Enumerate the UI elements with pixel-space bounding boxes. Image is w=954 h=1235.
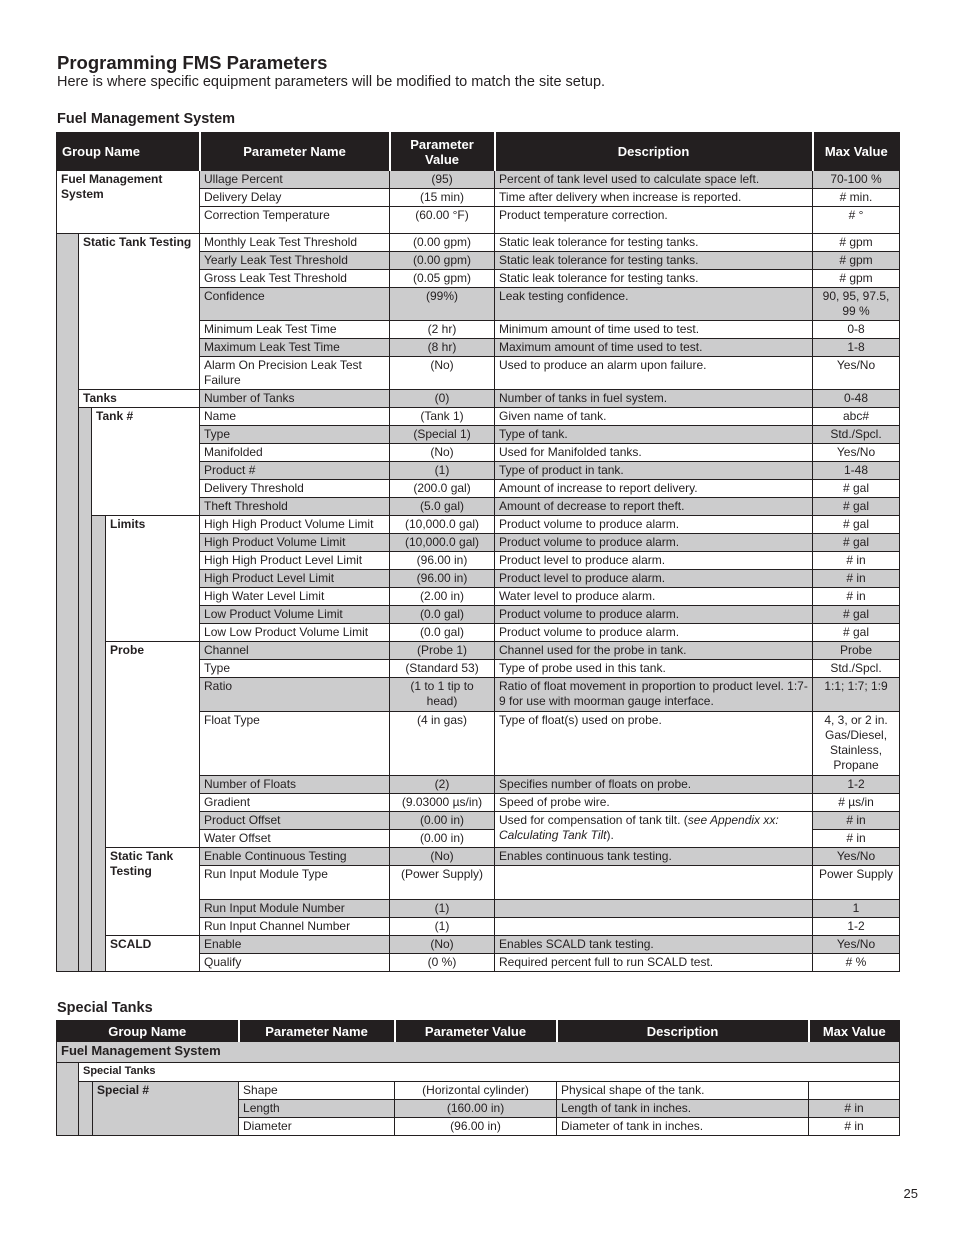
param-value: (96.00 in) [390, 570, 495, 588]
param-value: (0.00 gpm) [390, 234, 495, 252]
param-description: Static leak tolerance for testing tanks. [495, 252, 813, 270]
param-value: (200.0 gal) [390, 480, 495, 498]
param-value: (Special 1) [390, 426, 495, 444]
group-label: Special # [93, 1082, 239, 1136]
param-name: Gross Leak Test Threshold [200, 270, 390, 288]
param-max-value: # gpm [813, 234, 900, 252]
param-name: Water Offset [200, 830, 390, 848]
param-description: Given name of tank. [495, 408, 813, 426]
header-group-name: Group Name [57, 1021, 239, 1042]
param-max-value: # gal [813, 498, 900, 516]
group-label: Limits [106, 516, 200, 642]
param-max-value: # in [813, 812, 900, 830]
param-value: (2.00 in) [390, 588, 495, 606]
group-indent-bar [79, 408, 92, 972]
param-max-value: # gpm [813, 270, 900, 288]
param-name: Gradient [200, 794, 390, 812]
param-name: Yearly Leak Test Threshold [200, 252, 390, 270]
param-max-value: Power Supply [813, 866, 900, 900]
param-value: (95) [390, 171, 495, 189]
param-name: Low Product Volume Limit [200, 606, 390, 624]
table-row [57, 1063, 900, 1082]
param-value: (15 min) [390, 189, 495, 207]
param-name: Confidence [200, 288, 390, 321]
param-description: Static leak tolerance for testing tanks. [495, 270, 813, 288]
table-row [57, 642, 900, 660]
param-max-value: Yes/No [813, 936, 900, 954]
param-max-value: Yes/No [813, 357, 900, 390]
param-max-value: # in [813, 830, 900, 848]
param-name: High Product Level Limit [200, 570, 390, 588]
param-max-value: Std./Spcl. [813, 426, 900, 444]
tilt-note-prefix: Used for compensation of tank tilt. ( [499, 813, 688, 827]
header-description: Description [495, 133, 813, 171]
param-value: (0 %) [390, 954, 495, 972]
param-name: Shape [239, 1082, 395, 1100]
param-description: Product volume to produce alarm. [495, 516, 813, 534]
group-indent-bar [92, 516, 106, 972]
param-description: Product volume to produce alarm. [495, 606, 813, 624]
param-description: Leak testing confidence. [495, 288, 813, 321]
fms-section-title: Fuel Management System [57, 111, 236, 127]
param-value: (1) [390, 462, 495, 480]
param-description [495, 866, 813, 900]
param-description: Minimum amount of time used to test. [495, 321, 813, 339]
param-description: Time after delivery when increase is reported. [495, 189, 813, 207]
param-max-value: # gal [813, 624, 900, 642]
param-name: Product # [200, 462, 390, 480]
param-description: Specifies number of floats on probe. [495, 776, 813, 794]
param-description: Used for Manifolded tanks. [495, 444, 813, 462]
param-max-value: 1-2 [813, 918, 900, 936]
param-description: Amount of increase to report delivery. [495, 480, 813, 498]
group-label: Fuel Management System [57, 1042, 900, 1063]
header-parameter-value: Parameter Value [395, 1021, 557, 1042]
param-max-value: 0-48 [813, 390, 900, 408]
param-description: Percent of tank level used to calculate space left. [495, 171, 813, 189]
table-header-row [57, 133, 900, 171]
group-indent-bar [57, 234, 79, 972]
group-label: Special Tanks [79, 1063, 900, 1082]
param-value: (5.0 gal) [390, 498, 495, 516]
param-name: High High Product Volume Limit [200, 516, 390, 534]
param-max-value: 0-8 [813, 321, 900, 339]
param-value: (No) [390, 936, 495, 954]
param-description: Speed of probe wire. [495, 794, 813, 812]
param-max-value: 90, 95, 97.5, 99 % [813, 288, 900, 321]
param-description: Type of tank. [495, 426, 813, 444]
param-value: (2 hr) [390, 321, 495, 339]
param-value: (96.00 in) [390, 552, 495, 570]
param-value: (60.00 °F) [390, 207, 495, 234]
param-max-value: Std./Spcl. [813, 660, 900, 678]
param-value: (No) [390, 444, 495, 462]
param-value: (9.03000 µs/in) [390, 794, 495, 812]
param-max-value: 1-8 [813, 339, 900, 357]
param-name: Enable Continuous Testing [200, 848, 390, 866]
param-description [495, 918, 813, 936]
param-value: (Power Supply) [390, 866, 495, 900]
param-name: Type [200, 660, 390, 678]
param-description: Maximum amount of time used to test. [495, 339, 813, 357]
param-description: Enables SCALD tank testing. [495, 936, 813, 954]
param-description: Type of probe used in this tank. [495, 660, 813, 678]
param-description: Product temperature correction. [495, 207, 813, 234]
param-name: Diameter [239, 1118, 395, 1136]
param-max-value: # in [813, 588, 900, 606]
param-max-value: 70-100 % [813, 171, 900, 189]
table-row [57, 408, 900, 426]
header-parameter-name: Parameter Name [239, 1021, 395, 1042]
param-value: (0.05 gpm) [390, 270, 495, 288]
param-max-value: 1-2 [813, 776, 900, 794]
param-name: Monthly Leak Test Threshold [200, 234, 390, 252]
group-indent-bar [79, 1082, 93, 1136]
param-name: Enable [200, 936, 390, 954]
param-max-value: Probe [813, 642, 900, 660]
param-name: Length [239, 1100, 395, 1118]
param-description: Product volume to produce alarm. [495, 624, 813, 642]
param-name: Delivery Threshold [200, 480, 390, 498]
param-value: (96.00 in) [395, 1118, 557, 1136]
param-max-value: Yes/No [813, 444, 900, 462]
param-description: Type of product in tank. [495, 462, 813, 480]
table-row [57, 1042, 900, 1063]
param-description: Product level to produce alarm. [495, 570, 813, 588]
param-value: (10,000.0 gal) [390, 516, 495, 534]
page-intro: Here is where specific equipment parameters will be modified to match the site setup. [57, 74, 606, 90]
header-max-value: Max Value [813, 133, 900, 171]
param-name: High High Product Level Limit [200, 552, 390, 570]
param-name: Run Input Module Type [200, 866, 390, 900]
group-indent-bar [57, 1063, 79, 1136]
group-label: Static Tank Testing [79, 234, 200, 390]
param-max-value: # in [813, 570, 900, 588]
param-description: Amount of decrease to report theft. [495, 498, 813, 516]
table-row [57, 848, 900, 866]
param-value: (1) [390, 918, 495, 936]
table-row [57, 390, 900, 408]
param-description: Physical shape of the tank. [557, 1082, 809, 1100]
page-title: Programming FMS Parameters [57, 52, 328, 73]
param-name: High Water Level Limit [200, 588, 390, 606]
table-header-row [57, 1021, 900, 1042]
param-value: (1 to 1 tip to head) [390, 678, 495, 712]
table-row [57, 1082, 900, 1100]
param-value: (0) [390, 390, 495, 408]
page-number: 25 [903, 1186, 918, 1201]
param-description: Ratio of float movement in proportion to product level. 1:7-9 for use with moorman gauge interface. [495, 678, 813, 712]
param-name: Number of Tanks [200, 390, 390, 408]
group-label: Tanks [79, 390, 200, 408]
param-name: Float Type [200, 712, 390, 776]
param-max-value: # gal [813, 480, 900, 498]
param-name: Product Offset [200, 812, 390, 830]
param-name: Channel [200, 642, 390, 660]
param-description: Water level to produce alarm. [495, 588, 813, 606]
param-value: (10,000.0 gal) [390, 534, 495, 552]
param-max-value: abc# [813, 408, 900, 426]
param-max-value: # in [809, 1100, 900, 1118]
param-value: (0.00 in) [390, 830, 495, 848]
param-description: Product level to produce alarm. [495, 552, 813, 570]
param-value: (Standard 53) [390, 660, 495, 678]
param-name: Ratio [200, 678, 390, 712]
param-name: Low Low Product Volume Limit [200, 624, 390, 642]
param-max-value: # in [809, 1118, 900, 1136]
param-name: Run Input Channel Number [200, 918, 390, 936]
header-max-value: Max Value [809, 1021, 900, 1042]
table-row [57, 516, 900, 534]
table-row [57, 234, 900, 252]
param-description [495, 812, 813, 848]
param-name: Name [200, 408, 390, 426]
param-description: Required percent full to run SCALD test. [495, 954, 813, 972]
param-value: (0.0 gal) [390, 624, 495, 642]
param-max-value [809, 1082, 900, 1100]
param-name: Theft Threshold [200, 498, 390, 516]
param-value: (No) [390, 848, 495, 866]
group-label: Fuel Management System [57, 171, 200, 234]
param-name: Delivery Delay [200, 189, 390, 207]
param-value: (Tank 1) [390, 408, 495, 426]
param-name: High Product Volume Limit [200, 534, 390, 552]
param-name: Qualify [200, 954, 390, 972]
param-max-value: # µs/in [813, 794, 900, 812]
header-parameter-name: Parameter Name [200, 133, 390, 171]
header-description: Description [557, 1021, 809, 1042]
param-max-value: # in [813, 552, 900, 570]
tilt-note-reference: see Appendix xx: Calculating Tank Tilt [499, 813, 779, 842]
param-max-value: # gpm [813, 252, 900, 270]
param-description: Enables continuous tank testing. [495, 848, 813, 866]
header-group-name: Group Name [57, 133, 200, 171]
param-name: Manifolded [200, 444, 390, 462]
param-description: Static leak tolerance for testing tanks. [495, 234, 813, 252]
param-value: (0.00 in) [390, 812, 495, 830]
param-value: (Horizontal cylinder) [395, 1082, 557, 1100]
group-label: Tank # [92, 408, 200, 516]
param-max-value: 4, 3, or 2 in. Gas/Diesel, Stainless, Propane [813, 712, 900, 776]
param-value: (8 hr) [390, 339, 495, 357]
special-tanks-table [56, 1020, 900, 1136]
group-label: SCALD [106, 936, 200, 972]
param-description: Number of tanks in fuel system. [495, 390, 813, 408]
param-name: Type [200, 426, 390, 444]
param-value: (2) [390, 776, 495, 794]
param-description: Channel used for the probe in tank. [495, 642, 813, 660]
param-name: Alarm On Precision Leak Test Failure [200, 357, 390, 390]
group-label: Probe [106, 642, 200, 848]
param-max-value: # ° [813, 207, 900, 234]
param-description: Diameter of tank in inches. [557, 1118, 809, 1136]
param-name: Ullage Percent [200, 171, 390, 189]
table-row [57, 936, 900, 954]
param-value: (1) [390, 900, 495, 918]
param-value: (160.00 in) [395, 1100, 557, 1118]
param-name: Run Input Module Number [200, 900, 390, 918]
param-max-value: # min. [813, 189, 900, 207]
param-max-value: 1-48 [813, 462, 900, 480]
table-row [57, 171, 900, 189]
param-value: (0.00 gpm) [390, 252, 495, 270]
param-description: Type of float(s) used on probe. [495, 712, 813, 776]
param-description [495, 900, 813, 918]
param-value: (0.0 gal) [390, 606, 495, 624]
param-name: Minimum Leak Test Time [200, 321, 390, 339]
param-value: (99%) [390, 288, 495, 321]
group-label: Static Tank Testing [106, 848, 200, 936]
special-tanks-section-title: Special Tanks [57, 1000, 153, 1016]
param-value: (No) [390, 357, 495, 390]
param-description: Product volume to produce alarm. [495, 534, 813, 552]
param-value: (4 in gas) [390, 712, 495, 776]
param-max-value: Yes/No [813, 848, 900, 866]
param-max-value: # gal [813, 534, 900, 552]
param-name: Maximum Leak Test Time [200, 339, 390, 357]
header-parameter-value: Parameter Value [390, 133, 495, 171]
param-description: Length of tank in inches. [557, 1100, 809, 1118]
param-max-value: # gal [813, 606, 900, 624]
param-name: Correction Temperature [200, 207, 390, 234]
param-max-value: # gal [813, 516, 900, 534]
param-max-value: 1 [813, 900, 900, 918]
param-max-value: 1:1; 1:7; 1:9 [813, 678, 900, 712]
param-max-value: # % [813, 954, 900, 972]
param-name: Number of Floats [200, 776, 390, 794]
fms-parameter-table [56, 132, 900, 972]
param-value: (Probe 1) [390, 642, 495, 660]
tilt-note-suffix: ). [606, 828, 614, 842]
param-description: Used to produce an alarm upon failure. [495, 357, 813, 390]
